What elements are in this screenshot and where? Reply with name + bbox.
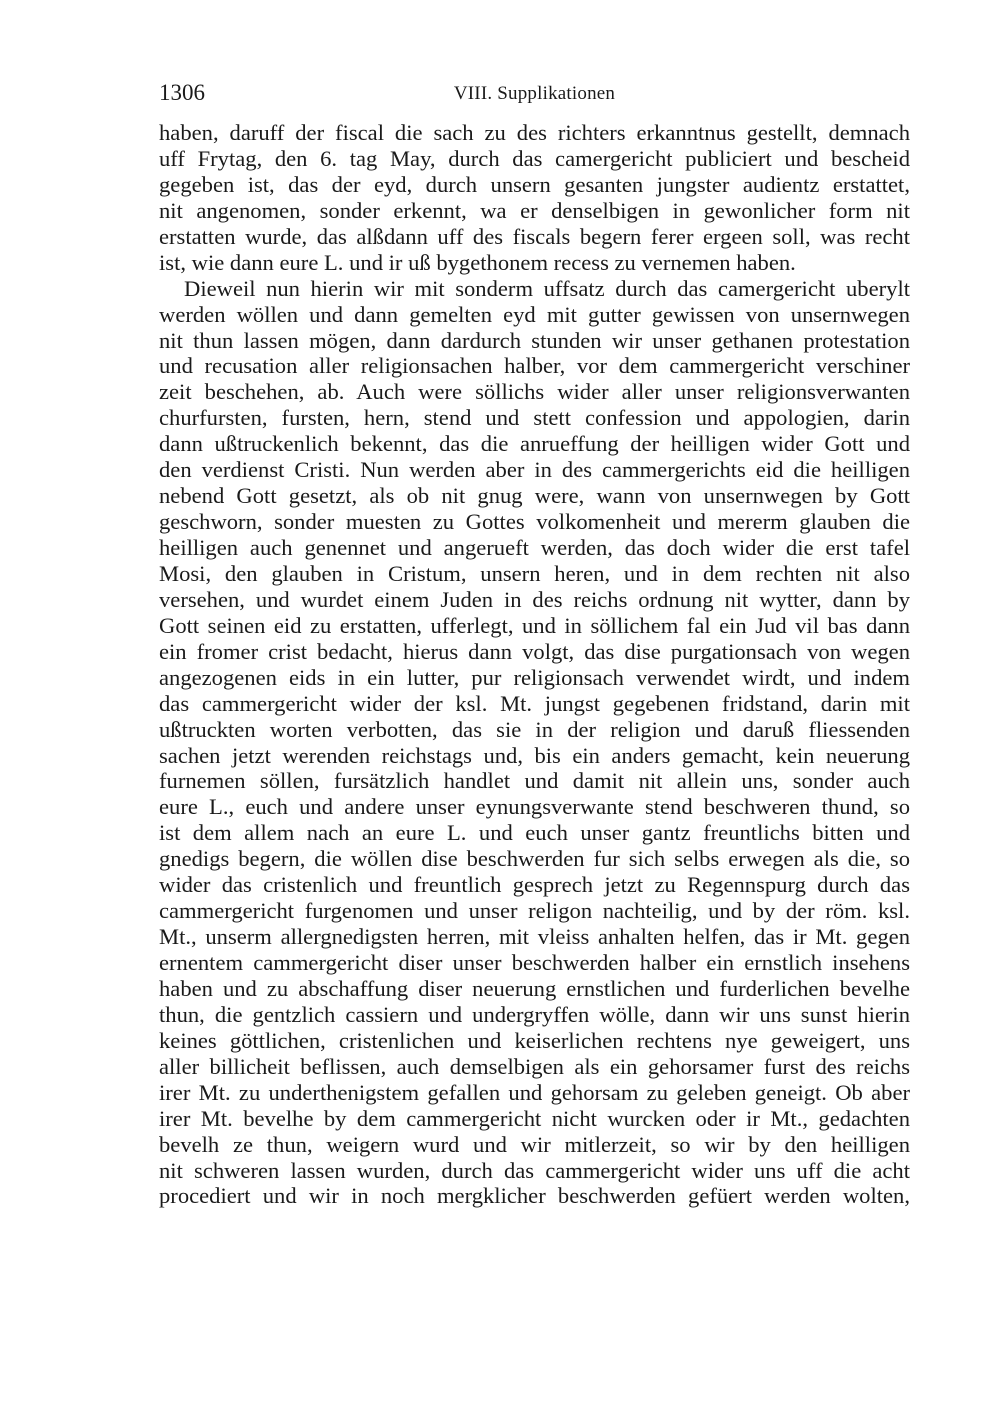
text-line: eure L., euch und andere unser eynungsverwante stend beschweren thund, so: [159, 794, 910, 820]
text-line: Mosi, den glauben in Cristum, unsern heren, und in dem rechten nit also: [159, 560, 910, 586]
text-line: den verdienst Cristi. Nun werden aber in des cammergerichts eid die heilligen: [159, 457, 910, 483]
text-line: Gott seinen eid zu erstatten, ufferlegt, und in söllichem fal ein Jud vil bas dann: [159, 612, 910, 638]
text-line: ernentem cammergericht diser unser beschwerden halber ein ernstlich insehens: [159, 950, 910, 975]
text-line: procediert und wir in noch mergklicher beschwerden gefüert werden wolten,: [159, 1183, 910, 1209]
body-text: [159, 120, 910, 1209]
text-line: nebend Gott gesetzt, als ob nit gnug were, wann von unsernwegen by Gott: [159, 483, 910, 509]
text-line: geschworn, sonder muesten zu Gottes volkomenheit und mererm glauben die: [159, 509, 910, 535]
text-line: nit angenomen, sonder erkennt, wa er denselbigen in gewonlicher form nit: [159, 197, 910, 223]
text-line: uff Frytag, den 6. tag May, durch das camergericht publiciert und bescheid: [159, 145, 910, 171]
text-line: Mt., unserm allergnedigsten herren, mit vleiss anhalten helfen, das ir Mt. gegen: [159, 924, 910, 950]
text-line: zeit beschehen, ab. Auch were söllichs wider aller unser religionsverwanten: [159, 379, 910, 405]
text-line: haben und zu abschaffung diser neuerung ernstlichen und furderlichen bevelhe: [159, 975, 910, 1001]
text-line: nit schweren lassen wurden, durch das cammergericht wider uns uff die acht: [159, 1157, 910, 1183]
text-line: furnemen söllen, fursätzlich handlet und damit nit allein uns, sonder auch: [159, 768, 910, 794]
text-line: churfursten, fursten, hern, stend und stett confession und appologien, darin: [159, 405, 910, 431]
text-line: das cammergericht wider der ksl. Mt. jungst gegebenen fridstand, darin mit: [159, 690, 910, 716]
text-line: versehen, und wurdet einem Juden in des reichs ordnung nit wytter, dann by: [159, 586, 910, 612]
text-line: dann ußtruckenlich bekennt, das die anrueffung der heilligen wider Gott und: [159, 431, 910, 457]
text-line: ist, wie dann eure L. und ir uß bygethonem recess zu vernemen haben.: [159, 249, 796, 275]
text-line: irer Mt. bevelhe by dem cammergericht nicht wurcken oder ir Mt., gedachten: [159, 1105, 910, 1131]
text-line: gegeben ist, das der eyd, durch unsern gesanten jungster audientz erstattet,: [159, 171, 910, 197]
text-line: wider das cristenlich und freuntlich gesprech jetzt zu Regennspurg durch das: [159, 872, 910, 898]
running-header: [159, 78, 910, 108]
paragraph-first-line: Dieweil nun hierin wir mit sonderm uffsatz durch das camergericht uberylt: [184, 275, 910, 301]
text-line: irer Mt. zu underthenigstem gefallen und gehorsam zu geleben geneigt. Ob aber: [159, 1079, 910, 1105]
text-line: aller billicheit beflissen, auch demselbigen als ein gehorsamer furst des reichs: [159, 1053, 910, 1079]
text-line: ein fromer crist bedacht, hierus dann volgt, das dise purgationsach von wegen: [159, 638, 910, 664]
text-line: nit thun lassen mögen, dann dardurch stunden wir unser gethanen protestation: [159, 327, 910, 353]
text-line: bevelh ze thun, weigern wurd und wir mitlerzeit, so wir by den heilligen: [159, 1131, 910, 1157]
text-line: cammergericht furgenomen und unser religon nachteilig, und by der röm. ksl.: [159, 898, 910, 924]
text-line: angezogenen eids in ein lutter, pur religionsach verwendet wirdt, und indem: [159, 664, 910, 690]
text-line: heilligen auch genennet und angerueft werden, das doch wider die erst tafel: [159, 535, 910, 560]
text-line: und recusation aller religionsachen halber, vor dem cammergericht verschiner: [159, 353, 910, 379]
text-line: ußtruckten worten verbotten, das sie in der religion und daruß fliessenden: [159, 716, 910, 742]
text-line: sachen jetzt werenden reichstags und, bis ein anders gemacht, kein neuerung: [159, 742, 910, 768]
text-line: thun, die gentzlich cassiern und undergryffen wölle, dann wir uns sunst hierin: [159, 1001, 910, 1027]
text-line: keines göttlichen, cristenlichen und keiserlichen rechtens nye geweigert, uns: [159, 1027, 910, 1053]
text-line: gnedigs begern, die wöllen dise beschwerden fur sich selbs erwegen als die, so: [159, 846, 910, 872]
running-title: VIII. Supplikationen: [453, 83, 616, 104]
text-line: haben, daruff der fiscal die sach zu des richters erkanntnus gestellt, demnach: [159, 120, 910, 145]
text-line: werden wöllen und dann gemelten eyd mit gutter gewissen von unsernwegen: [159, 301, 910, 327]
text-line: erstatten wurde, das alßdann uff des fiscals begern ferer ergeen soll, was recht: [159, 223, 910, 249]
text-line: ist dem allem nach an eure L. und euch unser gantz freuntlichs bitten und: [159, 820, 910, 846]
page-number: 1306: [159, 80, 205, 105]
